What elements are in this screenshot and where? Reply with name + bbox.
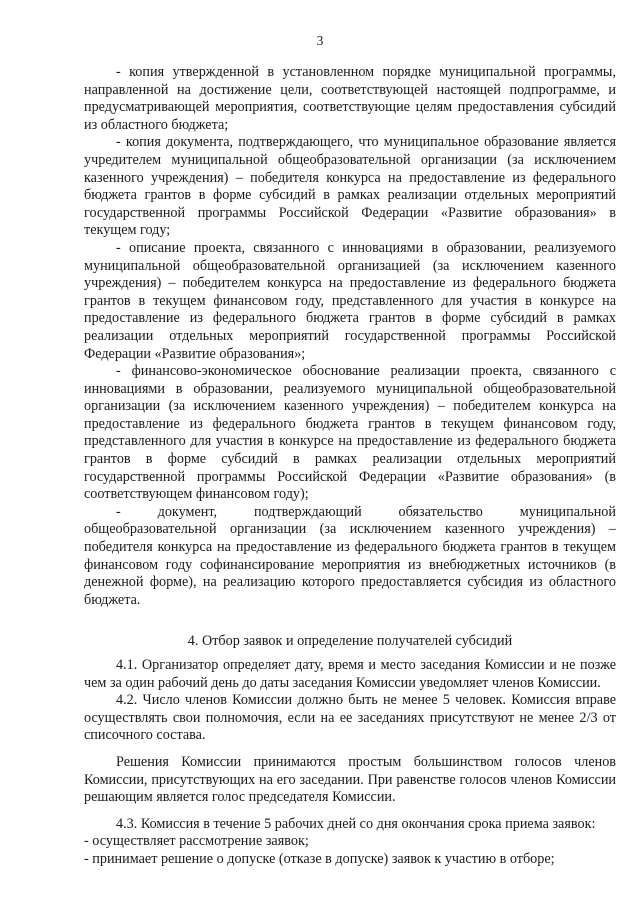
- section-heading-4: 4. Отбор заявок и определение получателей субсидий: [187, 633, 513, 650]
- document-body: [84, 64, 616, 869]
- paragraph-4-1: 4.1. Организатор определяет дату, время и место заседания Комиссии и не позже чем за один рабочий день до даты заседания Комиссии уведомляет членов Комиссии.: [84, 657, 616, 691]
- paragraph-decisions: Решения Комиссии принимаются простым большинством голосов членов Комиссии, присутствующих на его заседании. При равенстве голосов членов Комиссии решающим является голос председателя Комиссии.: [84, 753, 616, 806]
- bullet-paragraph-1: - копия утвержденной в установленном порядке муниципальной программы, направленной на достижение цели, соответствующей настоящей подпрограмме, и предусматривающей мероприятия, соответствующие целям предоставления субсидий из областного бюджета;: [84, 64, 616, 133]
- bullet-paragraph-5: - документ, подтверждающий обязательство муниципальной общеобразовательной организации (за исключением казенного учреждения) – победителя конкурса на предоставление из федерального бюджета грантов в текущем финансовом году софинансирование мероприятия из внебюджетных источников (в денежной форме), на реализацию которого предоставляется субсидия из областного бюджета.: [84, 503, 616, 608]
- bullet-paragraph-3: - описание проекта, связанного с инновациями в образовании, реализуемого муниципальной общеобразовательной организацией (за исключением казенного учреждения) – победителем конкурса на предоставление из федерального бюджета грантов в текущем финансовом году, представленного для участия в конкурсе на предоставление из федерального бюджета грантов в форме субсидий в рамках реализации отдельных мероприятий государственной программы Российской Федерации «Развитие образования»;: [84, 239, 616, 362]
- bullet-paragraph-2: - копия документа, подтверждающего, что муниципальное образование является учредителем муниципальной общеобразовательной организации (за исключением казенного учреждения) – победителя конкурса на предоставление из федерального бюджета грантов в форме субсидий в рамках реализации отдельных мероприятий государственной программы Российской Федерации «Развитие образования» в текущем году;: [84, 134, 616, 239]
- list-item: - принимает решение о допуске (отказе в допуске) заявок к участию в отборе;: [84, 850, 555, 867]
- paragraph-4-2: 4.2. Число членов Комиссии должно быть не менее 5 человек. Комиссия вправе осуществлять свои полномочия, если на ее заседаниях присутствуют не менее 2/3 от списочного состава.: [84, 692, 616, 744]
- paragraph-4-3: 4.3. Комиссия в течение 5 рабочих дней со дня окончания срока приема заявок:: [116, 815, 596, 832]
- page-number: 3: [316, 33, 324, 48]
- bullet-paragraph-4: - финансово-экономическое обоснование реализации проекта, связанного с инновациями в образовании, реализуемого муниципальной общеобразовательной организации (за исключением казенного учреждения) – победителем конкурса на предоставление из федерального бюджета грантов в текущем финансовом году, представленного для участия в конкурсе на предоставление из федерального бюджета грантов в форме субсидий в рамках реализации отдельных мероприятий государственной программы Российской Федерации «Развитие образования» (в соответствующем финансовом году);: [84, 363, 616, 503]
- list-item: - осуществляет рассмотрение заявок;: [84, 833, 309, 850]
